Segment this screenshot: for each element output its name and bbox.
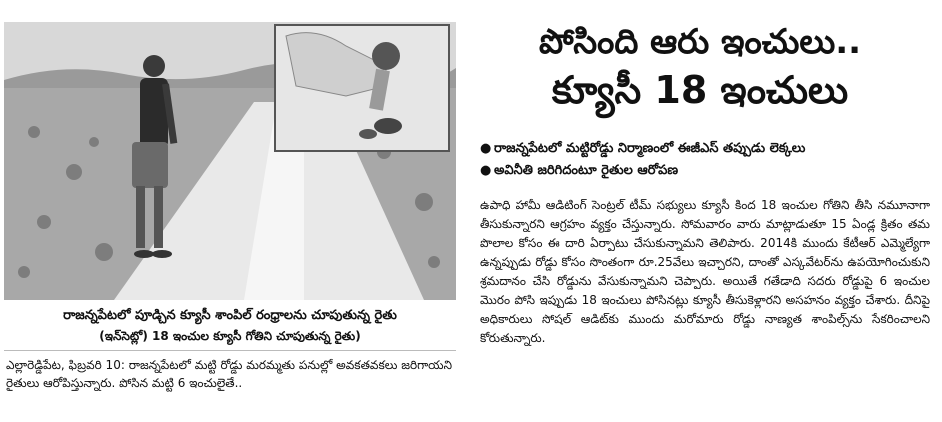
bullet-icon: ●	[480, 141, 492, 156]
divider	[4, 350, 456, 351]
subheadline-item: ● అవినీతి జరిగిదంటూ రైతుల ఆరోపణ	[480, 160, 930, 182]
inset-photo	[274, 24, 450, 152]
subheadline-list	[480, 138, 930, 182]
bullet-icon: ●	[480, 163, 492, 178]
news-photo	[4, 22, 456, 300]
photo-caption: రాజన్నపేటలో పూడ్చిన క్యూసీ శాంపిల్ రంధ్రాలను చూపుతున్న రైతు	[63, 308, 397, 323]
article-intro: ఎల్లారెడ్డిపేట, ఫిబ్రవరి 10: రాజన్నపేటలో మట్టి రోడ్డు మరమ్మతు పనుల్లో అవకతవకలు జరిగాయని రైతులు ఆరోపిస్తున్నారు. పోసిన మట్టి 6 ఇంచులైతే..	[6, 358, 452, 390]
headline-line-1: పోసింది ఆరు ఇంచులు..	[538, 22, 862, 62]
subheadline-item: ● రాజన్నపేటలో మట్టిరోడ్డు నిర్మాణంలో ఈజీఎస్ తప్పుడు లెక్కలు	[480, 138, 930, 160]
inset-caption: (ఇన్‌సెట్లో) 18 ఇంచుల క్యూసీ గోతిని చూపుతున్న రైతు)	[99, 329, 361, 343]
article-body: ఉపాధి హామీ ఆడిటింగ్ సెంట్రల్ టీమ్ సభ్యులు క్యూసీ కింద 18 ఇంచుల గోతిని తీసి నమూనాగా తీసుకున్నారని ఆగ్రహం వ్యక్తం చేస్తున్నారు. సోమవారం వారు మాట్లాడుతూ 15 ఏండ్ల క్రితం తమ పొలాల కోసం ఈ దారి ఏర్పాటు చేసుకున్నామని తెలిపారు. 2014కి ముందు కేటీఆర్ ఎమ్మెల్యేగా ఉన్నప్పుడు రోడ్డు కోసం సొంతంగా రూ.25వేలు ఇచ్చారని, దాంతో ఎస్కవేటర్‌ను ఉపయోగించుకుని శ్రమదానం చేసి రోడ్డును వేసుకున్నామని చెప్పారు. అయితే గతేడాది సదరు రోడ్డుపై 6 ఇంచుల మొరం పోసి ఇప్పుడు 18 ఇంచులు పోసినట్లు క్యూసీ తీసుకెళ్లారని అసహనం వ్యక్తం చేశారు. దీనిపై అధికారులు సోషల్ ఆడిట్‌కు ముందు మరోమారు రోడ్డు నాణ్యత శాంపిల్స్‌ను సేకరించాలని కోరుతున్నారు.	[480, 198, 930, 345]
headline-line-2: క్యూసీ 18 ఇంచులు	[551, 68, 849, 112]
